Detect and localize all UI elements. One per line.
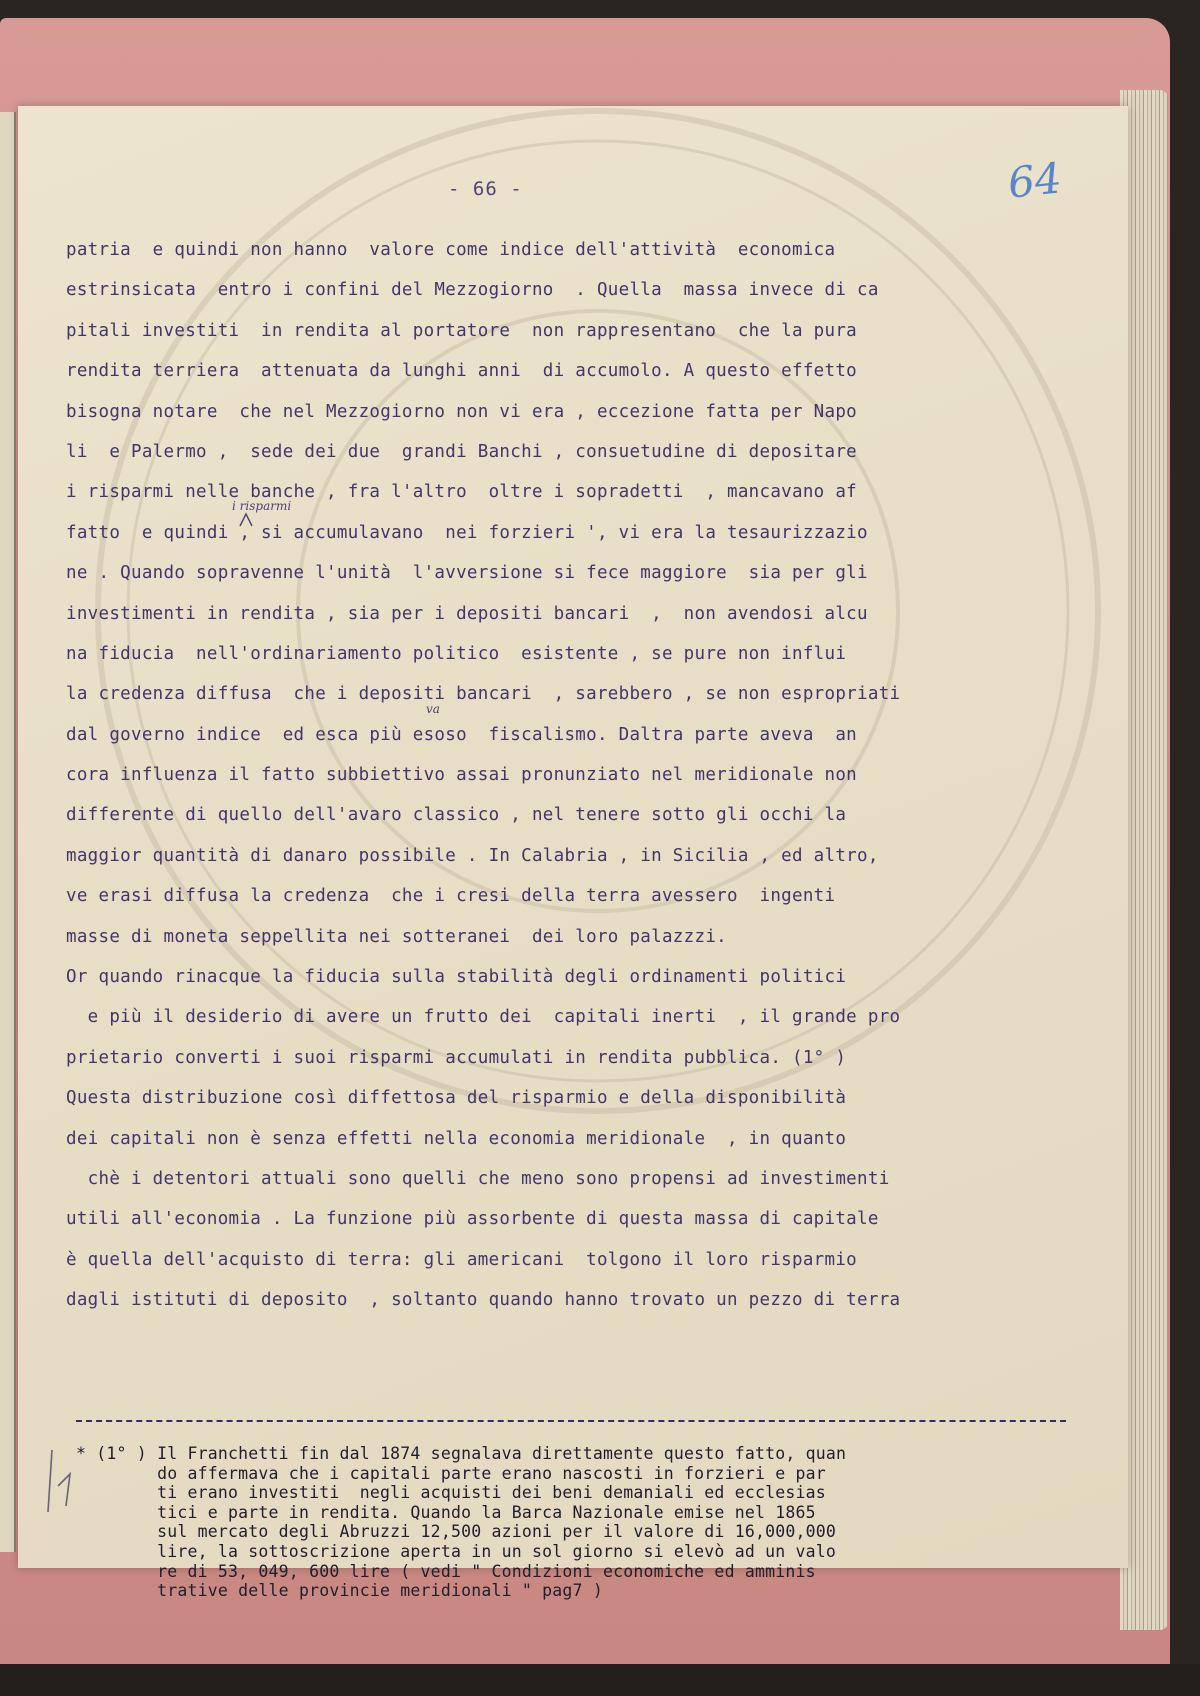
footnote-line: sul mercato degli Abruzzi 12,500 azioni per il valore di 16,000,000 xyxy=(76,1522,837,1542)
body-line: dei capitali non è senza effetti nella economia meridionale , in quanto xyxy=(66,1128,847,1149)
body-line: chè i detentori attuali sono quelli che meno sono propensi ad investimenti xyxy=(66,1168,890,1189)
footnote-line: * (1° ) Il Franchetti fin dal 1874 segnalava direttamente questo fatto, quan xyxy=(76,1444,847,1463)
body-line: bisogna notare che nel Mezzogiorno non vi era , eccezione fatta per Napo xyxy=(66,401,858,422)
body-line: differente di quello dell'avaro classico , nel tenere sotto gli occhi la xyxy=(66,805,847,826)
document-page xyxy=(18,106,1128,1601)
typewritten-body xyxy=(66,230,1096,1321)
footnote-line: ti erano investiti negli acquisti dei beni demaniali ed ecclesias xyxy=(76,1483,826,1503)
body-line: cora influenza il fatto subbiettivo assai pronunziato nel meridionale non xyxy=(66,765,858,786)
body-line: fatto e quindi , si accumulavano nei forzieri ', vi era la tesaurizzazio xyxy=(66,522,868,543)
body-line: prietario converti i suoi risparmi accumulati in rendita pubblica. (1° ) xyxy=(66,1047,847,1068)
body-line: masse di moneta seppellita nei sotteranei dei loro palazzzi. xyxy=(66,926,727,947)
body-line: dal governo indice ed esca più esoso fiscalismo. Daltra parte aveva an xyxy=(66,724,858,745)
folio-number: 64 xyxy=(1005,153,1064,208)
body-line: ne . Quando sopravenne l'unità l'avversione si fece maggiore sia per gli xyxy=(66,563,868,584)
body-line: patria e quindi non hanno valore come indice dell'attività economica xyxy=(66,240,836,260)
body-line: maggior quantità di danaro possibile . In Calabria , in Sicilia , ed altro, xyxy=(66,845,879,866)
facing-page-edge xyxy=(0,112,16,1552)
body-line: estrinsicata entro i confini del Mezzogiorno . Quella massa invece di ca xyxy=(66,280,879,301)
pencil-margin-mark xyxy=(40,1446,84,1516)
footnote-line: re di 53, 049, 600 lire ( vedi " Condizioni economiche ed amminis xyxy=(76,1561,816,1581)
handwritten-insertion-va xyxy=(422,700,462,722)
footnote-line: do affermava che i capitali parte erano nascosti in forzieri e par xyxy=(76,1463,826,1483)
body-line: Questa distribuzione così diffettosa del risparmio e della disponibilità xyxy=(66,1088,847,1109)
footnote-line: trative delle provincie meridionali " pag7 ) xyxy=(76,1581,603,1601)
body-line: rendita terriera attenuata da lunghi anni di accumolo. A questo effetto xyxy=(66,361,858,382)
body-line: la credenza diffusa che i depositi bancari , sarebbero , se non espropriati xyxy=(66,684,901,705)
body-line: li e Palermo , sede dei due grandi Banchi , consuetudine di depositare xyxy=(66,441,858,462)
body-line: e più il desiderio di avere un frutto dei capitali inerti , il grande pro xyxy=(66,1007,901,1028)
page-number: - 66 - xyxy=(448,178,523,200)
body-line: dagli istituti di deposito , soltanto quando hanno trovato un pezzo di terra xyxy=(66,1290,901,1311)
body-line: na fiducia nell'ordinariamento politico esistente , se pure non influi xyxy=(66,643,847,664)
svg-text:va: va xyxy=(426,702,440,716)
body-line: i risparmi nelle banche , fra l'altro oltre i sopradetti , mancavano af xyxy=(66,482,858,503)
scan-background xyxy=(0,1664,1200,1696)
body-line: ve erasi diffusa la credenza che i cresi della terra avessero ingenti xyxy=(66,886,836,907)
body-line: utili all'economia . La funzione più assorbente di questa massa di capitale xyxy=(66,1209,879,1230)
footnote-separator xyxy=(76,1420,1066,1422)
svg-text:i risparmi: i risparmi xyxy=(232,499,292,513)
footnote-line: lire, la sottoscrizione aperta in un sol giorno si elevò ad un valo xyxy=(76,1541,837,1561)
footnote xyxy=(76,1444,1086,1601)
handwritten-insertion-risparmi xyxy=(228,496,318,530)
body-line: è quella dell'acquisto di terra: gli americani tolgono il loro risparmio xyxy=(66,1249,858,1270)
body-line: pitali investiti in rendita al portatore non rappresentano che la pura xyxy=(66,320,858,341)
body-line: Or quando rinacque la fiducia sulla stabilità degli ordinamenti politici xyxy=(66,967,847,988)
footnote-line: tici e parte in rendita. Quando la Barca Nazionale emise nel 1865 xyxy=(76,1502,816,1522)
body-line: investimenti in rendita , sia per i depositi bancari , non avendosi alcu xyxy=(66,603,868,624)
